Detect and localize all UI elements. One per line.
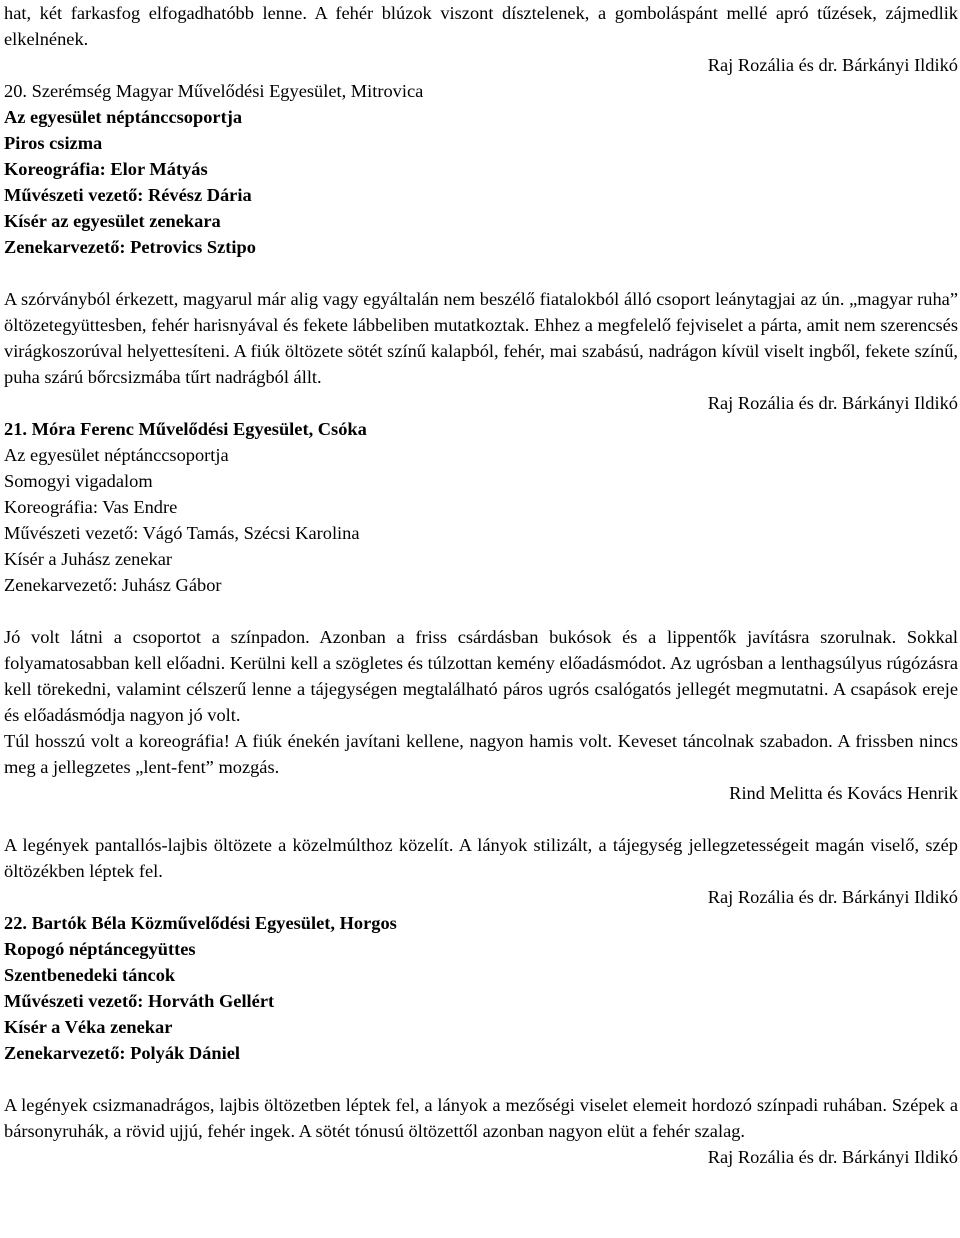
entry-review: Jó volt látni a csoportot a színpadon. Azonban a friss csárdásban bukósok és a lippentők javításra szorulnak. Sokkal folyamatosabban kell előadni. Kerülni kell a szögletes és túlzottan kemény előadásmódot. Az ugrósban a lenthagsúlyus rúgózásra kell törekedni, valamint célszerű lenne a tájegységen megtalálható páros ugrós csalógatós jellegét megmutatni. A csapások ereje és előadásmódja nagyon jó volt. [4,627,958,725]
entry-accompaniment: Kísér a Juhász zenekar [4,549,172,569]
entry-21 [4,416,958,910]
entry-band-leader: Zenekarvezető: Juhász Gábor [4,575,222,595]
entry-choreography: Koreográfia: Vas Endre [4,497,178,517]
entry-choreography: Koreográfia: Elor Mátyás [4,159,208,179]
entry-artistic-director: Művészeti vezető: Vágó Tamás, Szécsi Karolina [4,523,360,543]
entry-signature: Raj Rozália és dr. Bárkányi Ildikó [707,393,958,413]
entry-title: 22. Bartók Béla Közművelődési Egyesület, Horgos [4,913,397,933]
entry-group: Ropogó néptáncegyüttes [4,939,196,959]
entry-costume-review: A legények pantallós-lajbis öltözete a közelmúlthoz közelít. A lányok stilizált, a tájegység jellegzetességeit magán viselő, szép öltözékben léptek fel. [4,835,958,881]
entry-title: 21. Móra Ferenc Művelődési Egyesület, Csóka [4,419,367,439]
entry-signature: Raj Rozália és dr. Bárkányi Ildikó [707,1147,958,1167]
entry-band-leader: Zenekarvezető: Petrovics Sztipo [4,237,256,257]
entry-review-continued: Túl hosszú volt a koreográfia! A fiúk énekén javítani kellene, nagyon hamis volt. Keveset táncolnak szabadon. A frissben nincs meg a jellegzetes „lent-fent” mozgás. [4,731,958,777]
entry-piece: Piros csizma [4,133,103,153]
entry-group: Az egyesület néptánccsoportja [4,445,229,465]
entry-review: A szórványból érkezett, magyarul már alig vagy egyáltalán nem beszélő fiatalokból álló csoport leánytagjai az ún. „magyar ruha” öltözetegyüttesben, fehér harisnyával és fekete lábbeliben mutatkoztak. Ehhez a megfelelő fejviselet a párta, amit nem szerencsés virágkoszorúval helyettesíteni. A fiúk öltözete sötét színű kalapból, fehér, mai szabású, nadrágon kívül viselt ingből, fekete színű, puha szárú bőrcsizmába tűrt nadrágból állt. [4,289,958,387]
intro-paragraph: hat, két farkasfog elfogadhatóbb lenne. A fehér blúzok viszont dísztelenek, a gomboláspánt mellé apró tűzések, zájmedlik elkelnének. [4,3,958,49]
entry-piece: Somogyi vigadalom [4,471,153,491]
entry-accompaniment: Kísér az egyesület zenekara [4,211,221,231]
entry-piece: Szentbenedeki táncok [4,965,176,985]
entry-20 [4,78,958,416]
entry-signature: Rind Melitta és Kovács Henrik [729,783,958,803]
entry-group: Az egyesület néptánccsoportja [4,107,243,127]
entry-costume-signature: Raj Rozália és dr. Bárkányi Ildikó [707,887,958,907]
entry-band-leader: Zenekarvezető: Polyák Dániel [4,1043,240,1063]
entry-title: 20. Szerémség Magyar Művelődési Egyesület, Mitrovica [4,81,424,101]
entry-accompaniment: Kísér a Véka zenekar [4,1017,173,1037]
entry-artistic-director: Művészeti vezető: Révész Dária [4,185,252,205]
intro-signature: Raj Rozália és dr. Bárkányi Ildikó [707,55,958,75]
entry-artistic-director: Művészeti vezető: Horváth Gellért [4,991,275,1011]
entry-22 [4,910,958,1170]
entry-review: A legények csizmanadrágos, lajbis öltözetben léptek fel, a lányok a mezőségi viselet elemeit hordozó színpadi ruhában. Szépek a bársonyruhák, a rövid ujjú, fehér ingek. A sötét tónusú öltözettől azonban nagyon elüt a fehér szalag. [4,1095,958,1141]
